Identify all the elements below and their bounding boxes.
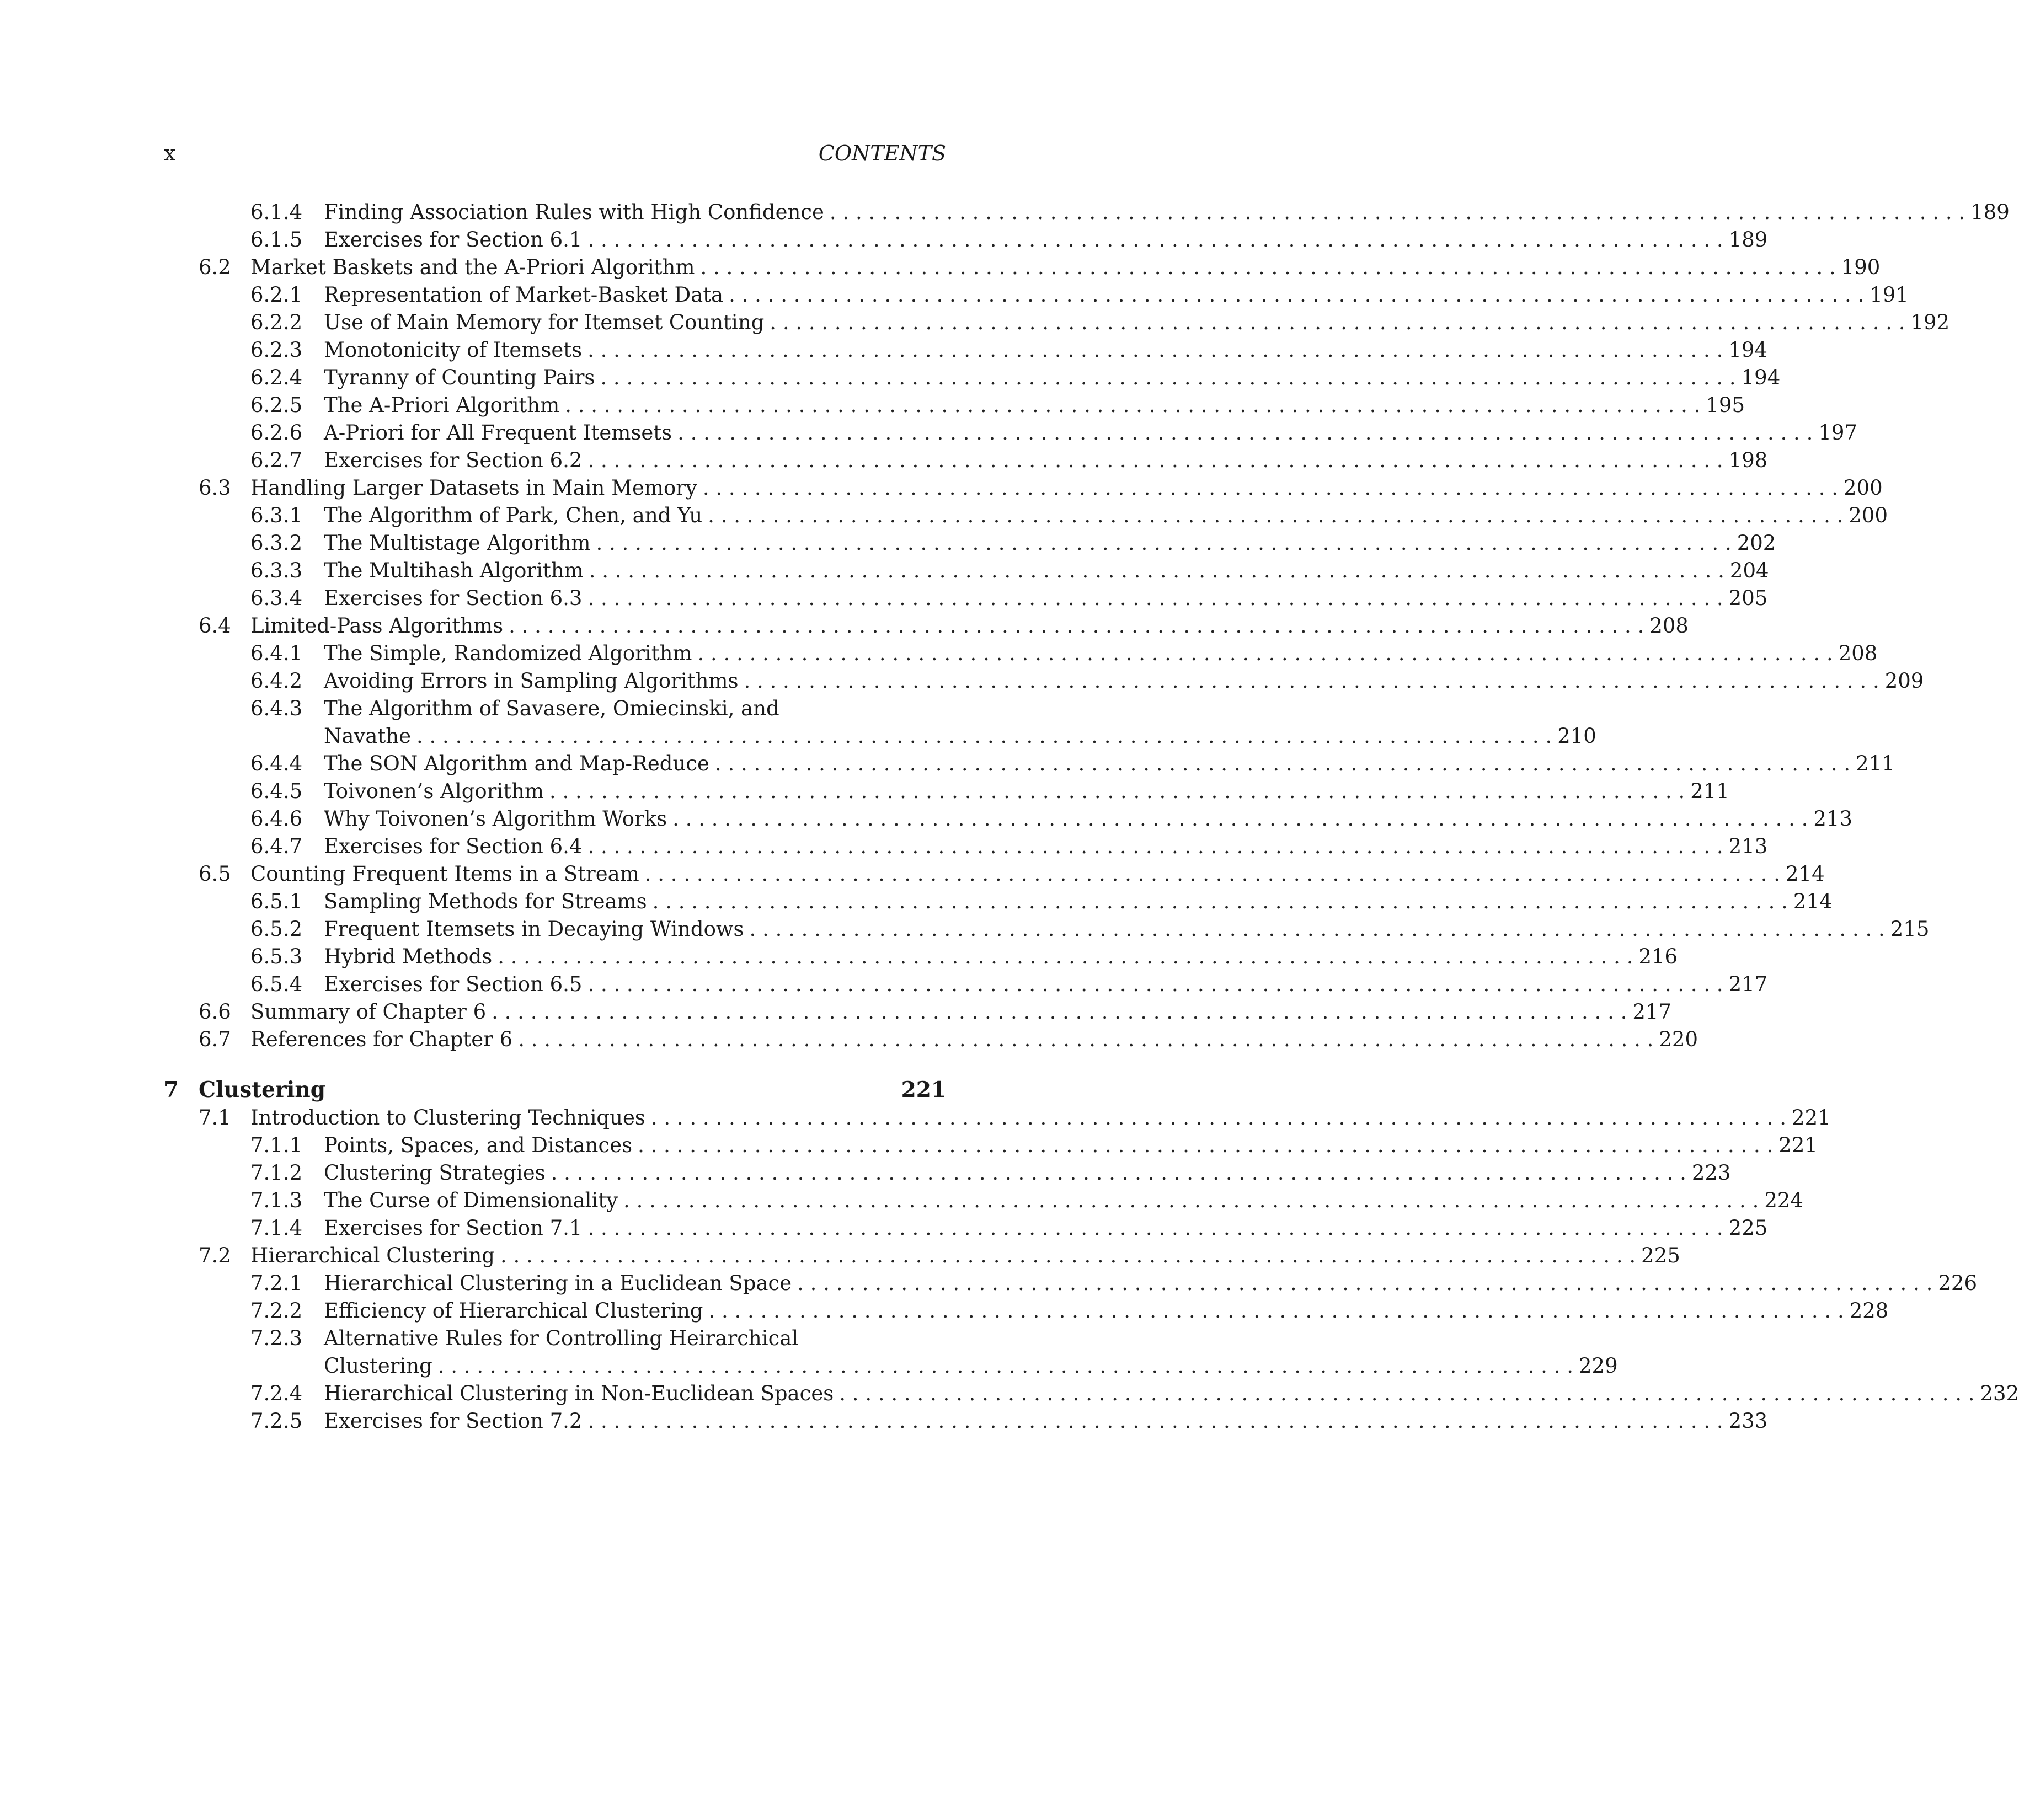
subsection-title: Points, Spaces, and Distances xyxy=(324,1133,633,1157)
toc-entry-subsection[interactable] xyxy=(164,1325,946,1352)
toc-entry-subsection[interactable] xyxy=(164,805,1852,833)
toc-entry-subsection[interactable] xyxy=(164,1159,1731,1187)
dot-leaders: . . . . . . . . . . . . . . . . . . . . . . . . . . . . . . . . . . . . . . . . . . . . . . . . . . . . . . . . . . . . . . . . . . . . . . . . . . . . . . . . . . . . . . . . xyxy=(744,669,1879,693)
page-ref: 221 xyxy=(1792,1106,1831,1130)
page-ref: 225 xyxy=(1728,1216,1768,1240)
dot-leaders: . . . . . . . . . . . . . . . . . . . . . . . . . . . . . . . . . . . . . . . . . . . . . . . . . . . . . . . . . . . . . . . . . . . . . . . . . . . . . . . . . . . . . . . . xyxy=(437,1354,1573,1378)
subsection-number: 6.2.4 xyxy=(250,366,303,389)
section-number: 6.6 xyxy=(199,1000,231,1024)
subsection-number: 6.3.2 xyxy=(250,531,303,555)
subsection-title: Hierarchical Clustering in Non-Euclidean Spaces xyxy=(324,1382,834,1405)
toc-group xyxy=(164,502,1888,612)
toc-entry-subsection-continued[interactable] xyxy=(164,722,1596,750)
page-ref: 194 xyxy=(1741,366,1781,389)
dot-leaders: . . . . . . . . . . . . . . . . . . . . . . . . . . . . . . . . . . . . . . . . . . . . . . . . . . . . . . . . . . . . . . . . . . . . . . . . . . . . . . . . . . . . . . . . xyxy=(749,917,1885,941)
page-ref: 214 xyxy=(1793,890,1833,913)
page-ref: 209 xyxy=(1884,669,1924,693)
dot-leaders: . . . . . . . . . . . . . . . . . . . . . . . . . . . . . . . . . . . . . . . . . . . . . . . . . . . . . . . . . . . . . . . . . . . . . . . . . . . . . . . . . . . . . . . . xyxy=(650,1106,1787,1130)
toc-entry-subsection[interactable] xyxy=(164,447,1768,474)
toc-entry-subsection[interactable] xyxy=(164,226,1768,254)
subsection-number: 7.1.3 xyxy=(250,1189,303,1212)
page-ref: 205 xyxy=(1728,586,1768,610)
subsection-title: The Algorithm of Park, Chen, and Yu xyxy=(324,504,703,527)
dot-leaders: . . . . . . . . . . . . . . . . . . . . . . . . . . . . . . . . . . . . . . . . . . . . . . . . . . . . . . . . . . . . . . . . . . . . . . . . . . . . . . . . . . . . . . . . xyxy=(700,255,1836,279)
toc-entry-subsection[interactable] xyxy=(164,943,1678,971)
page-ref: 195 xyxy=(1706,393,1745,417)
dot-leaders: . . . . . . . . . . . . . . . . . . . . . . . . . . . . . . . . . . . . . . . . . . . . . . . . . . . . . . . . . . . . . . . . . . . . . . . . . . . . . . . . . . . . . . . . xyxy=(500,1244,1636,1267)
dot-leaders: . . . . . . . . . . . . . . . . . . . . . . . . . . . . . . . . . . . . . . . . . . . . . . . . . . . . . . . . . . . . . . . . . . . . . . . . . . . . . . . . . . . . . . . . xyxy=(518,1027,1654,1051)
toc-entry-subsection[interactable] xyxy=(164,557,1769,585)
subsection-number: 7.2.1 xyxy=(250,1271,303,1295)
subsection-number: 7.1.1 xyxy=(250,1133,303,1157)
subsection-number: 7.1.4 xyxy=(250,1216,303,1240)
chapter-title: Clustering xyxy=(199,1077,325,1102)
subsection-title: The A-Priori Algorithm xyxy=(324,393,560,417)
page-ref: 223 xyxy=(1691,1161,1731,1185)
dot-leaders: . . . . . . . . . . . . . . . . . . . . . . . . . . . . . . . . . . . . . . . . . . . . . . . . . . . . . . . . . . . . . . . . . . . . . . . . . . . . . . . . . . . . . . . . xyxy=(587,586,1723,610)
page-ref: 215 xyxy=(1890,917,1930,941)
dot-leaders: . . . . . . . . . . . . . . . . . . . . . . . . . . . . . . . . . . . . . . . . . . . . . . . . . . . . . . . . . . . . . . . . . . . . . . . . . . . . . . . . . . . . . . . . xyxy=(708,504,1844,527)
toc-entry-subsection[interactable] xyxy=(164,1407,1768,1435)
page-ref: 189 xyxy=(1728,228,1768,251)
subsection-title: Representation of Market-Basket Data xyxy=(324,283,724,307)
toc-entry-subsection[interactable] xyxy=(164,916,1930,943)
dot-leaders: . . . . . . . . . . . . . . . . . . . . . . . . . . . . . . . . . . . . . . . . . . . . . . . . . . . . . . . . . . . . . . . . . . . . . . . . . . . . . . . . . . . . . . . . xyxy=(587,338,1723,362)
section-title: Introduction to Clustering Techniques xyxy=(250,1106,645,1130)
subsection-number: 7.2.5 xyxy=(250,1409,303,1433)
subsection-title: Exercises for Section 6.2 xyxy=(324,448,583,472)
toc-entry-section[interactable] xyxy=(164,474,1883,502)
table-of-contents xyxy=(164,199,2019,1435)
subsection-number: 6.5.2 xyxy=(250,917,303,941)
page-ref: 225 xyxy=(1641,1244,1680,1267)
page-ref: 208 xyxy=(1838,641,1878,665)
page-ref: 197 xyxy=(1818,421,1857,445)
page-ref: 202 xyxy=(1737,531,1776,555)
subsection-title: Why Toivonen’s Algorithm Works xyxy=(324,807,667,831)
toc-entry-section[interactable] xyxy=(164,998,1671,1026)
subsection-number: 6.2.6 xyxy=(250,421,303,445)
dot-leaders: . . . . . . . . . . . . . . . . . . . . . . . . . . . . . . . . . . . . . . . . . . . . . . . . . . . . . . . . . . . . . . . . . . . . . . . . . . . . . . . . . . . . . . . . xyxy=(551,1161,1686,1185)
subsection-title: Sampling Methods for Streams xyxy=(324,890,647,913)
subsection-title: Exercises for Section 6.3 xyxy=(324,586,583,610)
toc-entry-subsection[interactable] xyxy=(164,1214,1768,1242)
subsection-title: Frequent Itemsets in Decaying Windows xyxy=(324,917,744,941)
page-ref: 189 xyxy=(1970,200,2010,224)
toc-entry-section[interactable] xyxy=(164,860,1825,888)
page-ref: 221 xyxy=(1778,1133,1818,1157)
dot-leaders: . . . . . . . . . . . . . . . . . . . . . . . . . . . . . . . . . . . . . . . . . . . . . . . . . . . . . . . . . . . . . . . . . . . . . . . . . . . . . . . . . . . . . . . . xyxy=(509,614,1644,638)
dot-leaders: . . . . . . . . . . . . . . . . . . . . . . . . . . . . . . . . . . . . . . . . . . . . . . . . . . . . . . . . . . . . . . . . . . . . . . . . . . . . . . . . . . . . . . . . xyxy=(708,1299,1844,1323)
section-number: 6.5 xyxy=(199,862,231,886)
subsection-number: 6.1.4 xyxy=(250,200,303,224)
subsection-title-line1: Alternative Rules for Controlling Heirarchical xyxy=(324,1326,799,1350)
toc-group xyxy=(164,1132,1818,1242)
toc-entry-subsection[interactable] xyxy=(164,1132,1818,1159)
toc-entry-subsection[interactable] xyxy=(164,392,1745,419)
page-ref: 213 xyxy=(1728,834,1768,858)
subsection-number: 6.4.3 xyxy=(250,697,303,720)
subsection-title: Efficiency of Hierarchical Clustering xyxy=(324,1299,703,1323)
section-title: Handling Larger Datasets in Main Memory xyxy=(250,476,697,500)
subsection-number: 6.4.4 xyxy=(250,752,303,775)
section-number: 6.7 xyxy=(199,1027,231,1051)
toc-entry-subsection[interactable] xyxy=(164,309,1950,336)
dot-leaders: . . . . . . . . . . . . . . . . . . . . . . . . . . . . . . . . . . . . . . . . . . . . . . . . . . . . . . . . . . . . . . . . . . . . . . . . . . . . . . . . . . . . . . . . xyxy=(638,1133,1774,1157)
toc-entry-chapter[interactable] xyxy=(164,1075,946,1104)
toc-entry-section[interactable] xyxy=(164,612,1689,640)
page-number: x xyxy=(164,141,176,165)
page-ref: 198 xyxy=(1728,448,1768,472)
dot-leaders: . . . . . . . . . . . . . . . . . . . . . . . . . . . . . . . . . . . . . . . . . . . . . . . . . . . . . . . . . . . . . . . . . . . . . . . . . . . . . . . . . . . . . . . . xyxy=(587,1409,1723,1433)
page-ref: 233 xyxy=(1728,1409,1768,1433)
dot-leaders: . . . . . . . . . . . . . . . . . . . . . . . . . . . . . . . . . . . . . . . . . . . . . . . . . . . . . . . . . . . . . . . . . . . . . . . . . . . . . . . . . . . . . . . . xyxy=(589,559,1724,582)
section-title: References for Chapter 6 xyxy=(250,1027,513,1051)
page-ref: 228 xyxy=(1849,1299,1889,1323)
toc-entry-subsection[interactable] xyxy=(164,695,946,722)
toc-entry-subsection-continued[interactable] xyxy=(164,1352,1618,1380)
dot-leaders: . . . . . . . . . . . . . . . . . . . . . . . . . . . . . . . . . . . . . . . . . . . . . . . . . . . . . . . . . . . . . . . . . . . . . . . . . . . . . . . . . . . . . . . . xyxy=(714,752,1851,775)
dot-leaders: . . . . . . . . . . . . . . . . . . . . . . . . . . . . . . . . . . . . . . . . . . . . . . . . . . . . . . . . . . . . . . . . . . . . . . . . . . . . . . . . . . . . . . . . xyxy=(697,641,1833,665)
section-number: 7.1 xyxy=(199,1106,231,1130)
page-ref: 204 xyxy=(1729,559,1769,582)
section-number: 7.2 xyxy=(199,1244,231,1267)
toc-group xyxy=(164,281,1950,474)
dot-leaders: . . . . . . . . . . . . . . . . . . . . . . . . . . . . . . . . . . . . . . . . . . . . . . . . . . . . . . . . . . . . . . . . . . . . . . . . . . . . . . . . . . . . . . . . xyxy=(565,393,1701,417)
toc-entry-subsection[interactable] xyxy=(164,336,1767,364)
page-ref: 229 xyxy=(1578,1354,1618,1378)
subsection-number: 6.2.3 xyxy=(250,338,303,362)
section-title: Hierarchical Clustering xyxy=(250,1244,495,1267)
page-ref: 194 xyxy=(1728,338,1767,362)
toc-group xyxy=(164,750,1895,860)
page-ref: 214 xyxy=(1785,862,1825,886)
toc-entry-section[interactable] xyxy=(164,1242,1680,1270)
subsection-number: 6.4.5 xyxy=(250,779,303,803)
page-ref: 191 xyxy=(1870,283,1909,307)
dot-leaders: . . . . . . . . . . . . . . . . . . . . . . . . . . . . . . . . . . . . . . . . . . . . . . . . . . . . . . . . . . . . . . . . . . . . . . . . . . . . . . . . . . . . . . . . xyxy=(498,945,1633,968)
subsection-number: 6.3.3 xyxy=(250,559,303,582)
section-title: Market Baskets and the A-Priori Algorithm xyxy=(250,255,695,279)
page-ref: 211 xyxy=(1856,752,1895,775)
subsection-title: The SON Algorithm and Map-Reduce xyxy=(324,752,709,775)
subsection-number: 6.1.5 xyxy=(250,228,303,251)
dot-leaders: . . . . . . . . . . . . . . . . . . . . . . . . . . . . . . . . . . . . . . . . . . . . . . . . . . . . . . . . . . . . . . . . . . . . . . . . . . . . . . . . . . . . . . . . xyxy=(587,448,1723,472)
toc-entry-subsection[interactable] xyxy=(164,199,2010,226)
subsection-title: Finding Association Rules with High Confidence xyxy=(324,200,824,224)
toc-entry-subsection[interactable] xyxy=(164,888,1833,916)
subsection-title: Exercises for Section 6.4 xyxy=(324,834,583,858)
subsection-title: Toivonen’s Algorithm xyxy=(324,779,544,803)
toc-entry-subsection[interactable] xyxy=(164,750,1895,778)
toc-entry-subsection[interactable] xyxy=(164,364,1781,392)
subsection-title: Tyranny of Counting Pairs xyxy=(324,366,595,389)
page-ref: 210 xyxy=(1557,724,1596,748)
section-number: 6.4 xyxy=(199,614,231,638)
dot-leaders: . . . . . . . . . . . . . . . . . . . . . . . . . . . . . . . . . . . . . . . . . . . . . . . . . . . . . . . . . . . . . . . . . . . . . . . . . . . . . . . . . . . . . . . . xyxy=(492,1000,1627,1024)
subsection-title-line2: Navathe xyxy=(324,724,411,748)
toc-entry-subsection[interactable] xyxy=(164,585,1768,612)
dot-leaders: . . . . . . . . . . . . . . . . . . . . . . . . . . . . . . . . . . . . . . . . . . . . . . . . . . . . . . . . . . . . . . . . . . . . . . . . . . . . . . . . . . . . . . . . xyxy=(549,779,1685,803)
dot-leaders: . . . . . . . . . . . . . . . . . . . . . . . . . . . . . . . . . . . . . . . . . . . . . . . . . . . . . . . . . . . . . . . . . . . . . . . . . . . . . . . . . . . . . . . . xyxy=(587,1216,1723,1240)
subsection-title: Clustering Strategies xyxy=(324,1161,546,1185)
subsection-number: 6.4.7 xyxy=(250,834,303,858)
toc-entry-subsection[interactable] xyxy=(164,667,1924,695)
dot-leaders: . . . . . . . . . . . . . . . . . . . . . . . . . . . . . . . . . . . . . . . . . . . . . . . . . . . . . . . . . . . . . . . . . . . . . . . . . . . . . . . . . . . . . . . . xyxy=(839,1382,1975,1405)
toc-entry-subsection[interactable] xyxy=(164,1187,1803,1214)
toc-entry-subsection[interactable] xyxy=(164,1297,1889,1325)
section-title: Limited-Pass Algorithms xyxy=(250,614,504,638)
subsection-title: Exercises for Section 7.1 xyxy=(324,1216,583,1240)
section-title: Summary of Chapter 6 xyxy=(250,1000,487,1024)
toc-entry-subsection[interactable] xyxy=(164,971,1768,998)
chapter-page-ref: 221 xyxy=(901,1077,946,1102)
toc-entry-subsection[interactable] xyxy=(164,1270,1977,1297)
toc-entry-section[interactable] xyxy=(164,1104,1831,1132)
dot-leaders: . . . . . . . . . . . . . . . . . . . . . . . . . . . . . . . . . . . . . . . . . . . . . . . . . . . . . . . . . . . . . . . . . . . . . . . . . . . . . . . . . . . . . . . . xyxy=(644,862,1780,886)
dot-leaders: . . . . . . . . . . . . . . . . . . . . . . . . . . . . . . . . . . . . . . . . . . . . . . . . . . . . . . . . . . . . . . . . . . . . . . . . . . . . . . . . . . . . . . . . xyxy=(797,1271,1933,1295)
page-ref: 216 xyxy=(1638,945,1678,968)
section-number: 6.3 xyxy=(199,476,231,500)
page-ref: 226 xyxy=(1938,1271,1977,1295)
dot-leaders: . . . . . . . . . . . . . . . . . . . . . . . . . . . . . . . . . . . . . . . . . . . . . . . . . . . . . . . . . . . . . . . . . . . . . . . . . . . . . . . . . . . . . . . . xyxy=(587,834,1723,858)
toc-entry-subsection[interactable] xyxy=(164,419,1857,447)
subsection-title: The Multistage Algorithm xyxy=(324,531,591,555)
subsection-number: 6.2.5 xyxy=(250,393,303,417)
dot-leaders: . . . . . . . . . . . . . . . . . . . . . . . . . . . . . . . . . . . . . . . . . . . . . . . . . . . . . . . . . . . . . . . . . . . . . . . . . . . . . . . . . . . . . . . . xyxy=(770,311,1905,334)
toc-entry-subsection[interactable] xyxy=(164,833,1768,860)
page-ref: 200 xyxy=(1849,504,1888,527)
page-ref: 213 xyxy=(1813,807,1852,831)
subsection-number: 6.2.7 xyxy=(250,448,303,472)
dot-leaders: . . . . . . . . . . . . . . . . . . . . . . . . . . . . . . . . . . . . . . . . . . . . . . . . . . . . . . . . . . . . . . . . . . . . . . . . . . . . . . . . . . . . . . . . xyxy=(677,421,1813,445)
subsection-number: 6.2.1 xyxy=(250,283,303,307)
dot-leaders: . . . . . . . . . . . . . . . . . . . . . . . . . . . . . . . . . . . . . . . . . . . . . . . . . . . . . . . . . . . . . . . . . . . . . . . . . . . . . . . . . . . . . . . . xyxy=(652,890,1788,913)
dot-leaders: . . . . . . . . . . . . . . . . . . . . . . . . . . . . . . . . . . . . . . . . . . . . . . . . . . . . . . . . . . . . . . . . . . . . . . . . . . . . . . . . . . . . . . . . xyxy=(587,972,1723,996)
subsection-number: 6.5.4 xyxy=(250,972,303,996)
toc-group xyxy=(164,640,1924,695)
dot-leaders: . . . . . . . . . . . . . . . . . . . . . . . . . . . . . . . . . . . . . . . . . . . . . . . . . . . . . . . . . . . . . . . . . . . . . . . . . . . . . . . . . . . . . . . . xyxy=(416,724,1552,748)
toc-entry-subsection[interactable] xyxy=(164,1380,2019,1407)
page-ref: 217 xyxy=(1632,1000,1671,1024)
subsection-title: Exercises for Section 6.5 xyxy=(324,972,583,996)
page-ref: 220 xyxy=(1659,1027,1698,1051)
toc-group xyxy=(164,888,1930,998)
subsection-title: Exercises for Section 6.1 xyxy=(324,228,583,251)
subsection-number: 6.4.2 xyxy=(250,669,303,693)
subsection-title: The Simple, Randomized Algorithm xyxy=(324,641,692,665)
toc-entry-section[interactable] xyxy=(164,254,1881,281)
dot-leaders: . . . . . . . . . . . . . . . . . . . . . . . . . . . . . . . . . . . . . . . . . . . . . . . . . . . . . . . . . . . . . . . . . . . . . . . . . . . . . . . . . . . . . . . . xyxy=(829,200,1965,224)
toc-group xyxy=(164,1380,2019,1435)
subsection-number: 6.5.1 xyxy=(250,890,303,913)
chapter-number: 7 xyxy=(164,1077,179,1102)
subsection-number: 6.4.6 xyxy=(250,807,303,831)
dot-leaders: . . . . . . . . . . . . . . . . . . . . . . . . . . . . . . . . . . . . . . . . . . . . . . . . . . . . . . . . . . . . . . . . . . . . . . . . . . . . . . . . . . . . . . . . xyxy=(702,476,1839,500)
page-ref: 217 xyxy=(1728,972,1768,996)
dot-leaders: . . . . . . . . . . . . . . . . . . . . . . . . . . . . . . . . . . . . . . . . . . . . . . . . . . . . . . . . . . . . . . . . . . . . . . . . . . . . . . . . . . . . . . . . xyxy=(623,1189,1759,1212)
subsection-title: A-Priori for All Frequent Itemsets xyxy=(324,421,672,445)
subsection-number: 6.5.3 xyxy=(250,945,303,968)
dot-leaders: . . . . . . . . . . . . . . . . . . . . . . . . . . . . . . . . . . . . . . . . . . . . . . . . . . . . . . . . . . . . . . . . . . . . . . . . . . . . . . . . . . . . . . . . xyxy=(672,807,1808,831)
toc-entry-section[interactable] xyxy=(164,1026,1698,1053)
subsection-number: 6.4.1 xyxy=(250,641,303,665)
toc-entry-subsection[interactable] xyxy=(164,281,1909,309)
subsection-title: Hybrid Methods xyxy=(324,945,493,968)
subsection-number: 7.2.3 xyxy=(250,1326,303,1350)
page-ref: 224 xyxy=(1764,1189,1803,1212)
subsection-number: 7.1.2 xyxy=(250,1161,303,1185)
page-ref: 211 xyxy=(1690,779,1729,803)
subsection-title: The Curse of Dimensionality xyxy=(324,1189,618,1212)
subsection-number: 6.2.2 xyxy=(250,311,303,334)
section-title: Counting Frequent Items in a Stream xyxy=(250,862,639,886)
subsection-title: Hierarchical Clustering in a Euclidean Space xyxy=(324,1271,792,1295)
toc-entry-subsection[interactable] xyxy=(164,640,1878,667)
dot-leaders: . . . . . . . . . . . . . . . . . . . . . . . . . . . . . . . . . . . . . . . . . . . . . . . . . . . . . . . . . . . . . . . . . . . . . . . . . . . . . . . . . . . . . . . . xyxy=(587,228,1723,251)
toc-group xyxy=(164,199,2010,254)
page-ref: 200 xyxy=(1844,476,1883,500)
dot-leaders: . . . . . . . . . . . . . . . . . . . . . . . . . . . . . . . . . . . . . . . . . . . . . . . . . . . . . . . . . . . . . . . . . . . . . . . . . . . . . . . . . . . . . . . . xyxy=(600,366,1736,389)
page-header xyxy=(164,137,946,170)
subsection-title-line1: The Algorithm of Savasere, Omiecinski, and xyxy=(324,697,779,720)
subsection-title-line2: Clustering xyxy=(324,1354,432,1378)
subsection-title: Use of Main Memory for Itemset Counting xyxy=(324,311,765,334)
subsection-number: 7.2.2 xyxy=(250,1299,303,1323)
page-ref: 232 xyxy=(1980,1382,2019,1405)
dot-leaders: . . . . . . . . . . . . . . . . . . . . . . . . . . . . . . . . . . . . . . . . . . . . . . . . . . . . . . . . . . . . . . . . . . . . . . . . . . . . . . . . . . . . . . . . xyxy=(729,283,1865,307)
subsection-title: Exercises for Section 7.2 xyxy=(324,1409,583,1433)
toc-entry-subsection[interactable] xyxy=(164,529,1776,557)
subsection-title: Avoiding Errors in Sampling Algorithms xyxy=(324,669,739,693)
page-ref: 190 xyxy=(1841,255,1881,279)
subsection-number: 7.2.4 xyxy=(250,1382,303,1405)
toc-entry-subsection[interactable] xyxy=(164,502,1888,529)
subsection-title: The Multihash Algorithm xyxy=(324,559,584,582)
subsection-number: 6.3.1 xyxy=(250,504,303,527)
subsection-title: Monotonicity of Itemsets xyxy=(324,338,583,362)
running-head: CONTENTS xyxy=(818,141,946,165)
dot-leaders: . . . . . . . . . . . . . . . . . . . . . . . . . . . . . . . . . . . . . . . . . . . . . . . . . . . . . . . . . . . . . . . . . . . . . . . . . . . . . . . . . . . . . . . . xyxy=(596,531,1732,555)
subsection-number: 6.3.4 xyxy=(250,586,303,610)
page-ref: 192 xyxy=(1910,311,1950,334)
toc-entry-subsection[interactable] xyxy=(164,778,1729,805)
toc-group xyxy=(164,1270,1977,1325)
page-ref: 208 xyxy=(1649,614,1689,638)
section-number: 6.2 xyxy=(199,255,231,279)
